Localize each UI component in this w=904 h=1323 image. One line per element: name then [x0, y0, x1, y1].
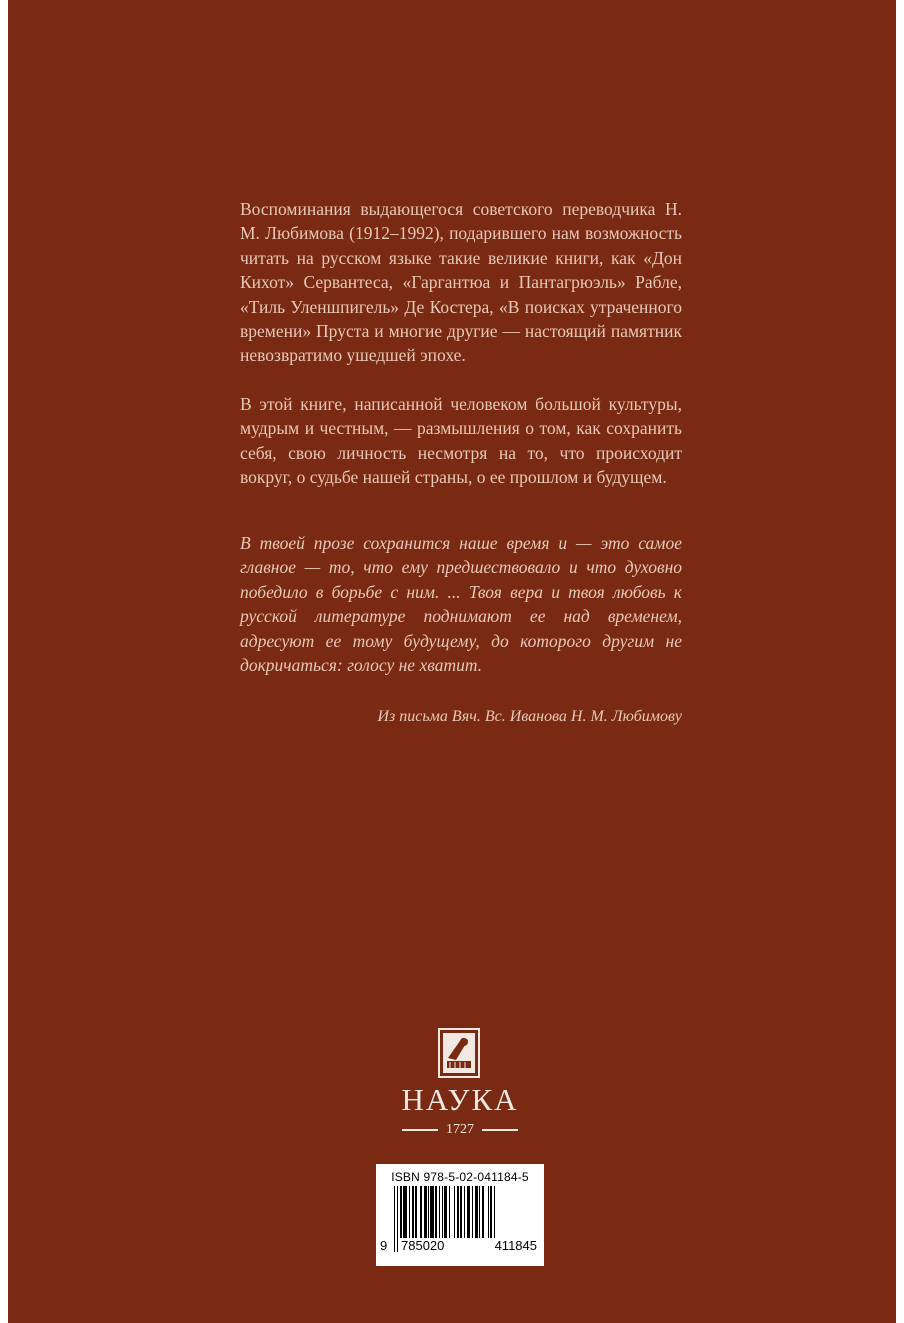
year-dash-right: [482, 1129, 518, 1131]
barcode-left-digits: 785020: [401, 1238, 445, 1253]
barcode-digits: [400, 1238, 538, 1253]
isbn-label: ISBN 978-5-02-041184-5: [391, 1170, 529, 1184]
book-easel-icon: [438, 1028, 480, 1078]
barcode-right-digits: 411845: [494, 1238, 537, 1253]
quote-text: В твоей прозе сохранится наше время и — это самое главное — то, что ему предшествовало и что духовно победило в борьбе с ним. ... Твоя вера и твоя любовь к русской литературе поднимают ее над временем, адресуют ее тому будущему, до которого другим не докричаться: голосу не хватит.: [240, 533, 682, 676]
publisher-year: 1727: [446, 1122, 474, 1137]
barcode-lead-digit: 9: [380, 1238, 388, 1253]
year-dash-left: [402, 1129, 438, 1131]
description-paragraph-2: В этой книге, написанной человеком большой культуры, мудрым и честным, — размышления о том, как сохранить себя, свою личность несмотря на то, что происходит вокруг, о судьбе нашей страны, о ее прошлом и будущем.: [240, 394, 682, 488]
isbn-barcode: [376, 1164, 544, 1266]
book-back-cover: [8, 0, 896, 1323]
publisher-year-row: [398, 1120, 522, 1140]
description-paragraph-1: Воспоминания выдающегося советского переводчика Н. М. Любимова (1912–1992), подарившего нам возможность читать на русском языке такие великие книги, как «Дон Кихот» Сервантеса, «Гаргантюа и Пантагрюэль» Рабле, «Тиль Уленшпигель» Де Костера, «В поисках утраченного времени» Пруста и многие другие — настоящий памятник невозвратимо ушедшей эпохе.: [240, 199, 682, 366]
quote-attribution: Из письма Вяч. Вс. Иванова Н. М. Любимову: [377, 708, 682, 725]
publisher-name: НАУКА: [401, 1082, 519, 1117]
